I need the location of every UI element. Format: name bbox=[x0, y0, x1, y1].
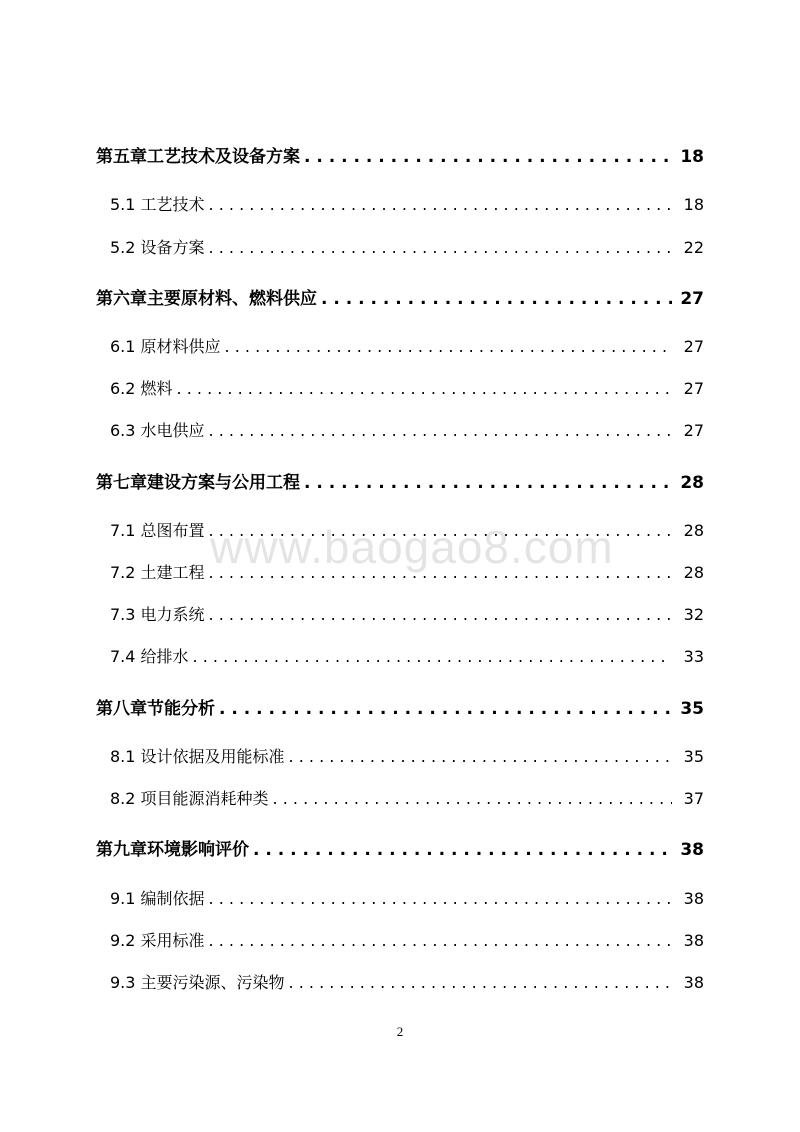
dot-leader bbox=[304, 147, 672, 167]
toc-entry-page: 38 bbox=[680, 840, 704, 860]
watermark: www.baogao8.com bbox=[210, 521, 614, 573]
toc-entry-label: 8.2 项目能源消耗种类 bbox=[110, 789, 269, 808]
dot-leader bbox=[273, 789, 672, 808]
dot-leader bbox=[304, 473, 672, 493]
dot-leader bbox=[219, 699, 672, 719]
toc-entry-section[interactable] bbox=[96, 928, 704, 958]
toc-entry-page: 38 bbox=[683, 931, 704, 950]
toc-entry-section[interactable] bbox=[96, 786, 704, 816]
toc-entry-section[interactable] bbox=[96, 886, 704, 916]
toc-entry-page: 22 bbox=[683, 238, 704, 257]
toc-entry-section[interactable] bbox=[96, 970, 704, 1000]
dot-leader bbox=[209, 605, 672, 624]
toc-entry-page: 27 bbox=[680, 289, 704, 309]
toc-entry-chapter[interactable] bbox=[96, 835, 704, 865]
toc-entry-section[interactable] bbox=[96, 418, 704, 448]
toc-entry-chapter[interactable] bbox=[96, 142, 704, 172]
toc-entry-label: 5.2 设备方案 bbox=[110, 238, 205, 257]
toc-entry-page: 28 bbox=[683, 521, 704, 540]
toc-entry-label: 6.3 水电供应 bbox=[110, 421, 205, 440]
toc-entry-page: 35 bbox=[680, 699, 704, 719]
toc-entry-page: 27 bbox=[683, 379, 704, 398]
toc-entry-page: 27 bbox=[683, 337, 704, 356]
toc-entry-label: 9.3 主要污染源、污染物 bbox=[110, 973, 285, 992]
toc-entry-label: 8.1 设计依据及用能标准 bbox=[110, 747, 285, 766]
dot-leader bbox=[209, 195, 672, 214]
toc-entry-page: 28 bbox=[683, 563, 704, 582]
toc-entry-page: 27 bbox=[683, 421, 704, 440]
toc-entry-section[interactable] bbox=[96, 602, 704, 632]
dot-leader bbox=[209, 931, 672, 950]
dot-leader bbox=[209, 889, 672, 908]
toc-entry-label: 7.2 土建工程 bbox=[110, 563, 205, 582]
toc-entry-page: 33 bbox=[683, 647, 704, 666]
toc-entry-label: 第八章节能分析 bbox=[96, 699, 215, 719]
toc-entry-label: 5.1 工艺技术 bbox=[110, 195, 205, 214]
toc-entry-label: 第六章主要原材料、燃料供应 bbox=[96, 289, 317, 309]
dot-leader bbox=[289, 973, 672, 992]
dot-leader bbox=[225, 337, 672, 356]
toc-entry-label: 7.1 总图布置 bbox=[110, 521, 205, 540]
toc-entry-chapter[interactable] bbox=[96, 694, 704, 724]
toc-entry-page: 18 bbox=[683, 195, 704, 214]
toc-entry-section[interactable] bbox=[96, 334, 704, 364]
toc-entry-label: 7.4 给排水 bbox=[110, 647, 189, 666]
toc-entry-chapter[interactable] bbox=[96, 284, 704, 314]
toc-entry-label: 第五章工艺技术及设备方案 bbox=[96, 147, 300, 167]
toc-entry-page: 35 bbox=[683, 747, 704, 766]
dot-leader bbox=[209, 238, 672, 257]
dot-leader bbox=[209, 421, 672, 440]
toc-entry-label: 9.2 采用标准 bbox=[110, 931, 205, 950]
dot-leader bbox=[177, 379, 672, 398]
dot-leader bbox=[321, 289, 672, 309]
toc-entry-section[interactable] bbox=[96, 376, 704, 406]
toc-entry-section[interactable] bbox=[96, 744, 704, 774]
dot-leader bbox=[289, 747, 672, 766]
toc-entry-page: 38 bbox=[683, 973, 704, 992]
toc-entry-page: 18 bbox=[680, 147, 704, 167]
toc-entry-page: 37 bbox=[683, 789, 704, 808]
toc-entry-page: 32 bbox=[683, 605, 704, 624]
toc-entry-label: 6.1 原材料供应 bbox=[110, 337, 221, 356]
dot-leader bbox=[253, 840, 672, 860]
toc-entry-label: 9.1 编制依据 bbox=[110, 889, 205, 908]
toc-entry-label: 6.2 燃料 bbox=[110, 379, 173, 398]
page-number: 2 bbox=[396, 1024, 404, 1039]
toc-entry-label: 第九章环境影响评价 bbox=[96, 840, 249, 860]
toc-entry-label: 第七章建设方案与公用工程 bbox=[96, 473, 300, 493]
toc-entry-section[interactable] bbox=[96, 644, 704, 674]
toc-entry-section[interactable] bbox=[96, 192, 704, 222]
toc-entry-page: 28 bbox=[680, 473, 704, 493]
toc-entry-page: 38 bbox=[683, 889, 704, 908]
toc-entry-chapter[interactable] bbox=[96, 468, 704, 498]
dot-leader bbox=[193, 647, 672, 666]
toc-entry-section[interactable] bbox=[96, 235, 704, 265]
toc-entry-label: 7.3 电力系统 bbox=[110, 605, 205, 624]
